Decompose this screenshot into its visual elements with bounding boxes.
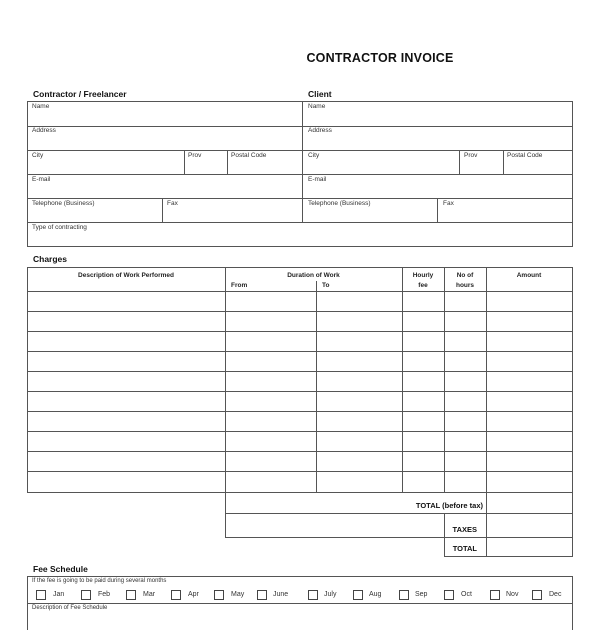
- client-city-field[interactable]: City: [308, 152, 320, 159]
- month-label-may: May: [231, 591, 245, 598]
- contractor-address-field[interactable]: Address: [32, 127, 56, 134]
- col-to-header: To: [322, 282, 330, 289]
- page-title: CONTRACTOR INVOICE: [306, 51, 454, 65]
- total-label: TOTAL: [452, 544, 477, 553]
- contractor-prov-field[interactable]: Prov: [188, 152, 202, 159]
- month-checkbox-june[interactable]: [257, 590, 267, 600]
- month-checkbox-july[interactable]: [308, 590, 318, 600]
- month-checkbox-apr[interactable]: [171, 590, 181, 600]
- month-checkbox-aug[interactable]: [353, 590, 363, 600]
- month-checkbox-dec[interactable]: [532, 590, 542, 600]
- client-postal-field[interactable]: Postal Code: [507, 152, 543, 159]
- total-before-tax-label: TOTAL (before tax): [415, 501, 483, 510]
- client-prov-field[interactable]: Prov: [464, 152, 478, 159]
- month-checkbox-nov[interactable]: [490, 590, 500, 600]
- client-address-field[interactable]: Address: [308, 127, 332, 134]
- month-label-mar: Mar: [143, 591, 156, 598]
- contractor-city-field[interactable]: City: [32, 152, 44, 159]
- month-label-apr: Apr: [188, 591, 199, 598]
- month-checkbox-jan[interactable]: [36, 590, 46, 600]
- client-fax-field[interactable]: Fax: [443, 200, 454, 207]
- month-checkbox-sep[interactable]: [399, 590, 409, 600]
- month-label-sep: Sep: [415, 591, 428, 598]
- fee-schedule-description-field[interactable]: Description of Fee Schedule: [32, 605, 108, 611]
- contractor-email-field[interactable]: E-mail: [32, 176, 51, 183]
- col-description-header: Description of Work Performed: [78, 272, 174, 279]
- col-hours-header: No of: [456, 272, 474, 279]
- contractor-telephone-field[interactable]: Telephone (Business): [32, 200, 95, 207]
- client-heading: Client: [308, 89, 332, 99]
- month-label-june: June: [273, 591, 289, 598]
- col-from-header: From: [231, 282, 248, 289]
- fee-schedule-heading: Fee Schedule: [33, 564, 88, 574]
- month-checkbox-feb[interactable]: [81, 590, 91, 600]
- month-label-jan: Jan: [53, 591, 65, 598]
- month-checkbox-may[interactable]: [214, 590, 224, 600]
- client-name-field[interactable]: Name: [308, 103, 326, 110]
- client-email-field[interactable]: E-mail: [308, 176, 327, 183]
- contractor-fax-field[interactable]: Fax: [167, 200, 178, 207]
- col-hourly-header: Hourly: [412, 272, 434, 279]
- taxes-label: TAXES: [452, 525, 477, 534]
- col-amount-header: Amount: [516, 272, 542, 279]
- fee-schedule-note: If the fee is going to be paid during several months: [32, 578, 167, 584]
- contractor-postal-field[interactable]: Postal Code: [231, 152, 267, 159]
- month-label-oct: Oct: [461, 591, 472, 598]
- col-hours-header-2: hours: [455, 282, 475, 289]
- col-duration-header: Duration of Work: [287, 272, 340, 279]
- month-label-aug: Aug: [369, 591, 382, 598]
- month-label-feb: Feb: [98, 591, 111, 598]
- month-label-nov: Nov: [506, 591, 519, 598]
- charges-heading: Charges: [33, 254, 68, 264]
- col-hourly-header-2: fee: [418, 282, 428, 289]
- client-telephone-field[interactable]: Telephone (Business): [308, 200, 371, 207]
- contractor-heading: Contractor / Freelancer: [33, 89, 127, 99]
- contractor-name-field[interactable]: Name: [32, 103, 50, 110]
- month-label-dec: Dec: [549, 591, 562, 598]
- month-checkbox-oct[interactable]: [444, 590, 454, 600]
- contract-type-field[interactable]: Type of contracting: [32, 224, 87, 231]
- month-label-july: July: [324, 591, 337, 598]
- month-checkbox-mar[interactable]: [126, 590, 136, 600]
